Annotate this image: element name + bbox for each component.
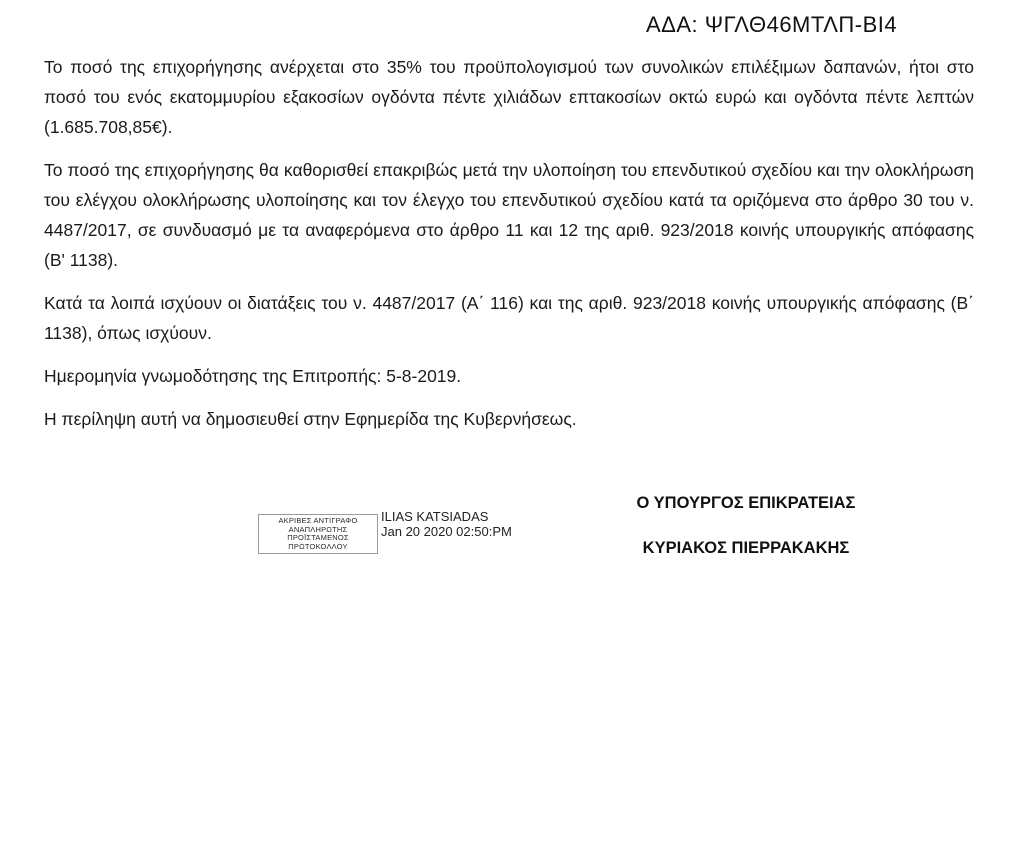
minister-signature-block: [600, 494, 892, 558]
stamp-line-2: ΑΝΑΠΛΗΡΩΤΗΣ ΠΡΟΪΣΤΑΜΕΝΟΣ: [287, 524, 349, 542]
signature-timestamp: Jan 20 2020 02:50:PM: [381, 524, 512, 539]
signer-name: ILIAS KATSIADAS: [381, 509, 489, 524]
paragraph-subsidy-determination: Το ποσό της επιχορήγησης θα καθορισθεί επακριβώς μετά την υλοποίηση του επενδυτικού σχεδίου και την ολοκλήρωση του ελέγχου ολοκλήρωσης υλοποίησης και τον έλεγχο του επενδυτικού σχεδίου κατά τα οριζόμενα στο άρθρο 30 του ν. 4487/2017, σε συνδυασμό με τα αναφερόμενα στο άρθρο 11 και 12 της αριθ. 923/2018 κοινής υπουργικής απόφασης (Β' 1138).: [44, 160, 974, 270]
minister-name: ΚΥΡΙΑΚΟΣ ΠΙΕΡΡΑΚΑΚΗΣ: [642, 539, 850, 557]
stamp-line-1: ΑΚΡΙΒΕΣ ΑΝΤΙΓΡΑΦΟ: [278, 516, 358, 525]
certified-copy-stamp: [258, 514, 378, 554]
paragraph-subsidy-amount: Το ποσό της επιχορήγησης ανέρχεται στο 35% του προϋπολογισμού των συνολικών επιλέξιμων δαπανών, ήτοι στο ποσό του ενός εκατομμυρίου εξακοσίων ογδόντα πέντε χιλιάδων επτακοσίων οκτώ ευρώ και ογδόντα πέντε λεπτών (1.685.708,85€).: [44, 57, 974, 137]
minister-title: Ο ΥΠΟΥΡΓΟΣ ΕΠΙΚΡΑΤΕΙΑΣ: [636, 494, 856, 512]
stamp-line-3: ΠΡΩΤΟΚΟΛΛΟΥ: [288, 541, 348, 551]
certification-stamp-group: [258, 509, 512, 554]
digital-signature-info: [381, 509, 512, 539]
ada-code: ΑΔΑ: ΨΓΛΘ46ΜΤΛΠ-ΒΙ4: [646, 12, 898, 37]
paragraph-applicable-provisions: Κατά τα λοιπά ισχύουν οι διατάξεις του ν. 4487/2017 (Α΄ 116) και της αριθ. 923/2018 κοινής υπουργικής απόφασης (Β΄ 1138), όπως ισχύουν.: [44, 293, 974, 343]
paragraph-publication: Η περίληψη αυτή να δημοσιευθεί στην Εφημερίδα της Κυβερνήσεως.: [44, 409, 577, 429]
paragraph-opinion-date: Ημερομηνία γνωμοδότησης της Επιτροπής: 5-8-2019.: [44, 366, 462, 386]
